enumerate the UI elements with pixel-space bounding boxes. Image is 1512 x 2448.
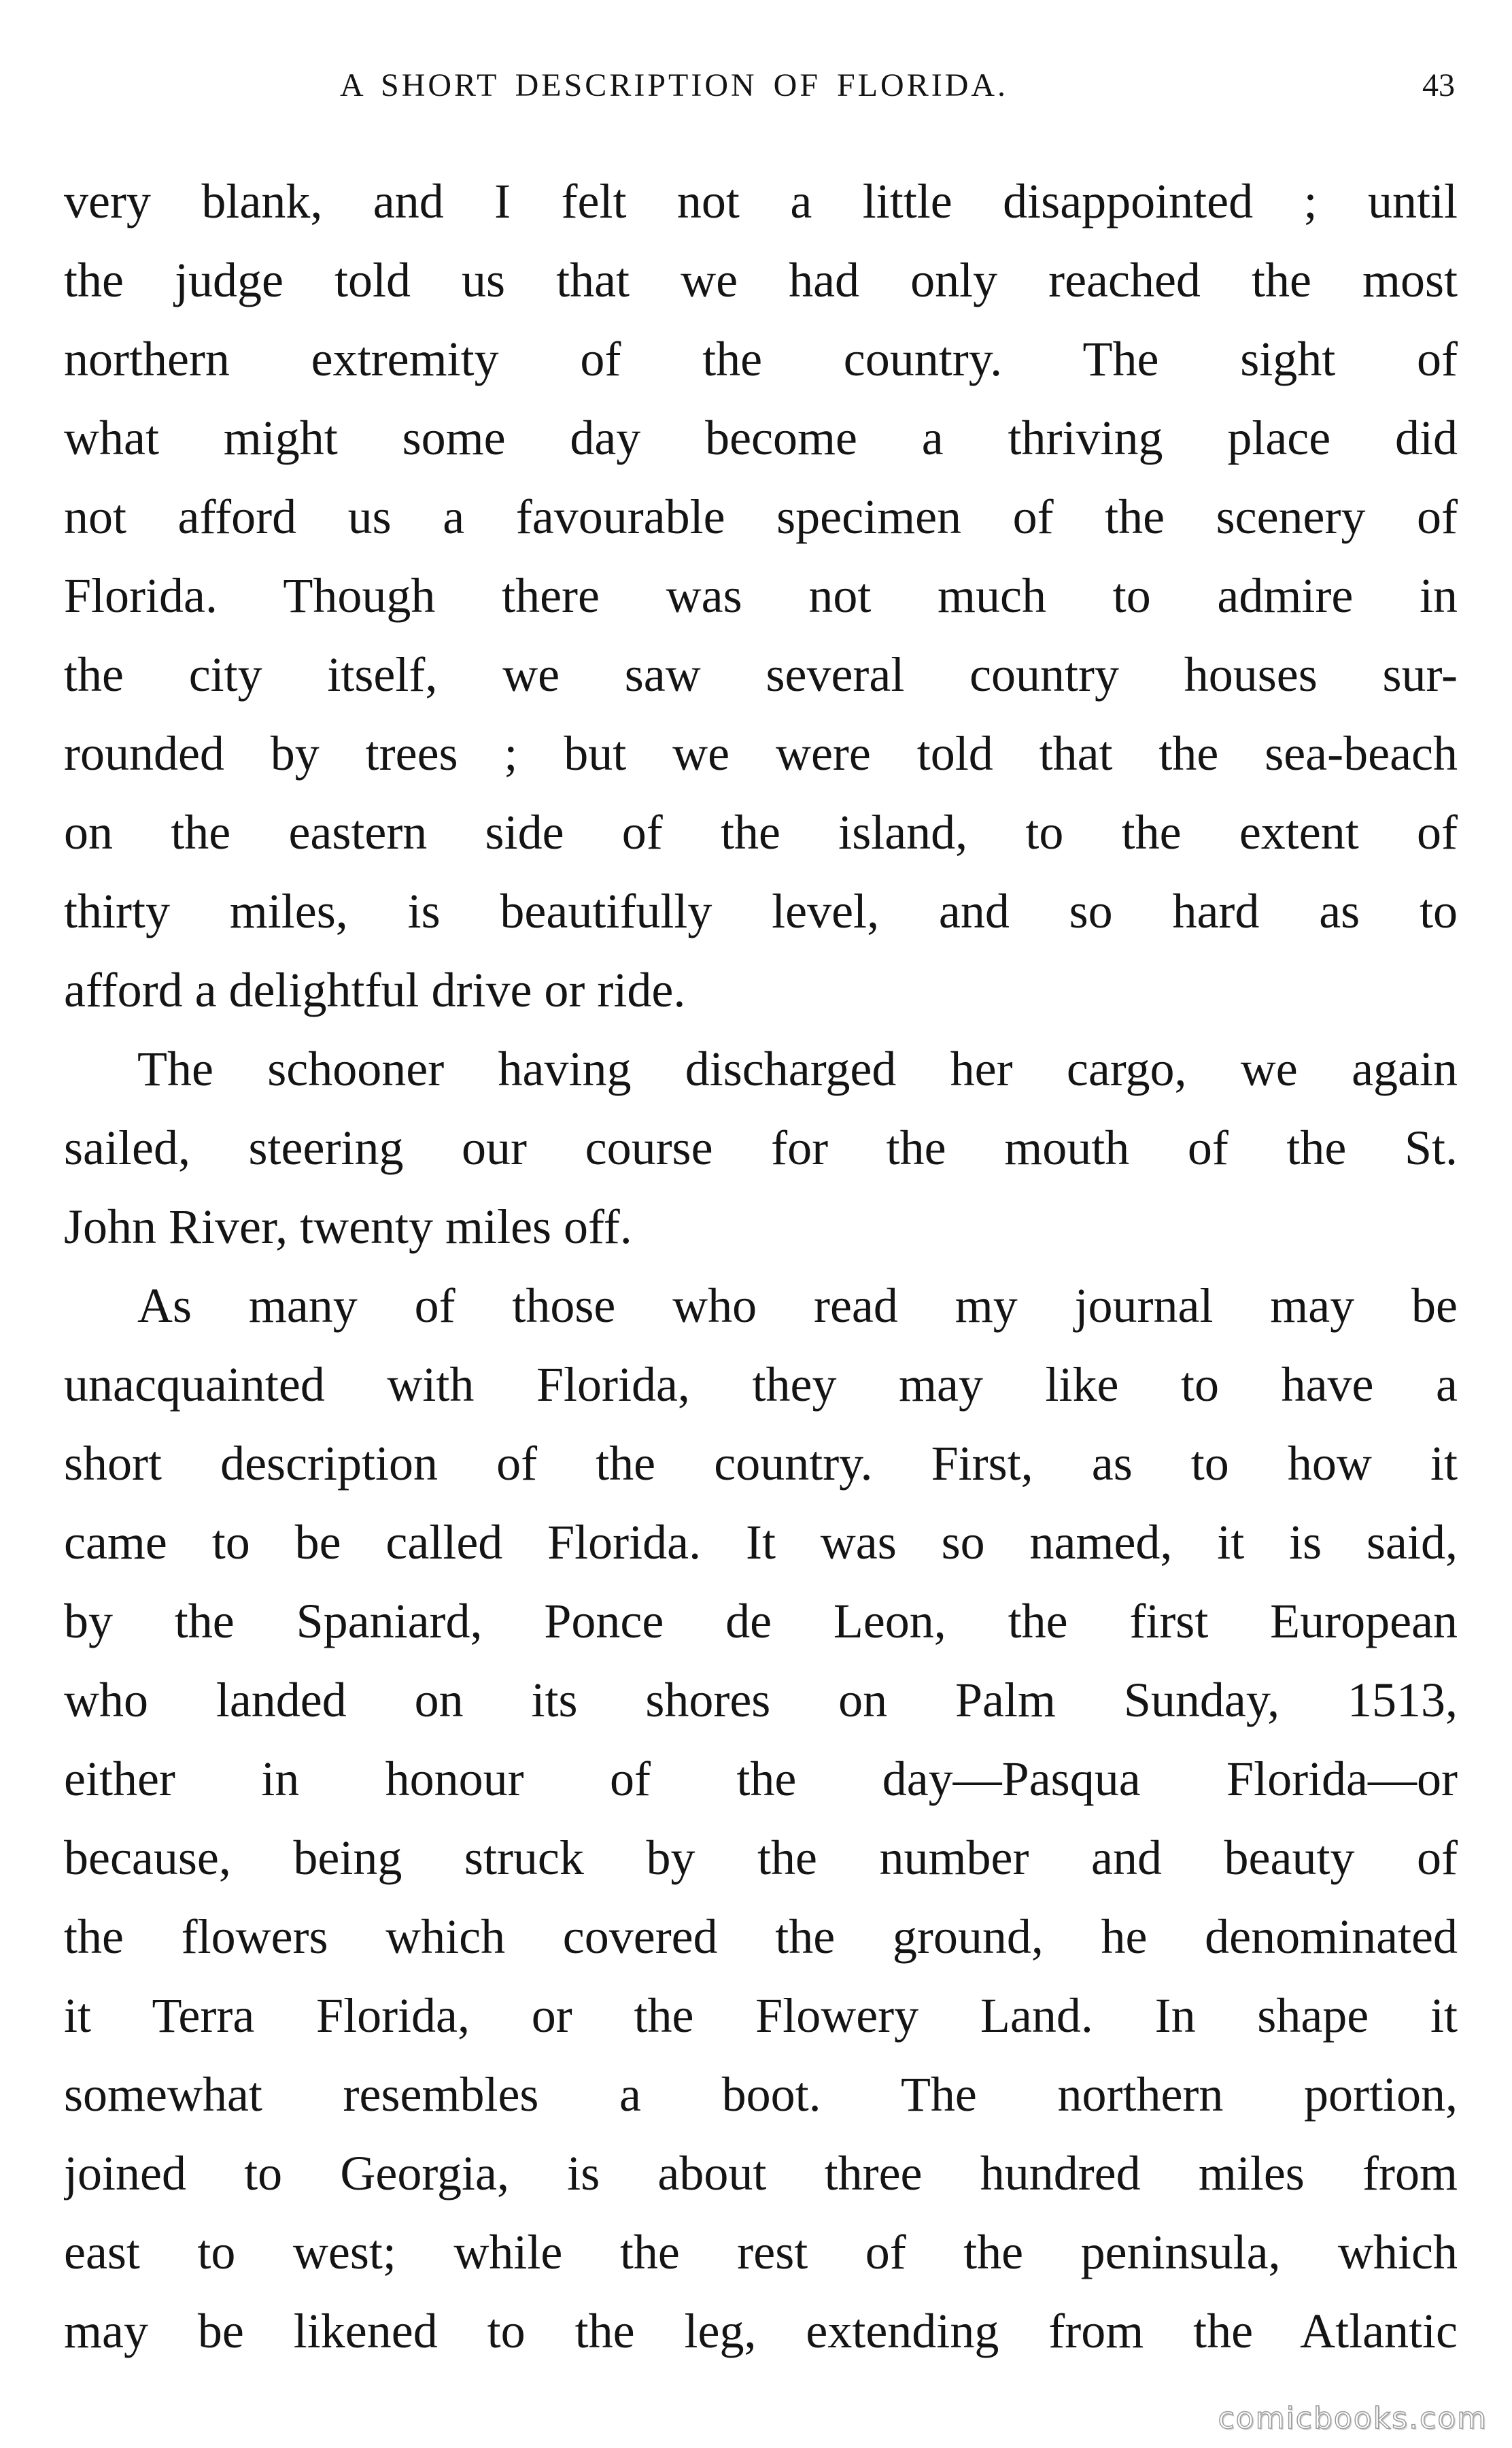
text-line: joined to Georgia, is about three hundred miles from bbox=[64, 2146, 1458, 2200]
body-text bbox=[64, 162, 1458, 2370]
text-line: not afford us a favourable specimen of the scenery of bbox=[64, 490, 1458, 544]
text-line: somewhat resembles a boot. The northern portion, bbox=[64, 2067, 1458, 2122]
text-line: because, being struck by the number and beauty of bbox=[64, 1831, 1458, 1885]
text-line: thirty miles, is beautifully level, and so hard as to bbox=[64, 884, 1458, 938]
text-line: unacquainted with Florida, they may like to have a bbox=[64, 1357, 1458, 1412]
paragraph-first-line: As many of those who read my journal may be bbox=[137, 1278, 1458, 1333]
text-line: who landed on its shores on Palm Sunday, 1513, bbox=[64, 1673, 1458, 1727]
text-line: short description of the country. First, as to how it bbox=[64, 1436, 1458, 1491]
watermark: comicbooks.com bbox=[1218, 2401, 1488, 2436]
text-line: came to be called Florida. It was so named, it is said, bbox=[64, 1515, 1458, 1569]
text-line: it Terra Florida, or the Flowery Land. In shape it bbox=[64, 1988, 1458, 2043]
page-number: 43 bbox=[1422, 67, 1455, 103]
text-line: on the eastern side of the island, to the extent of bbox=[64, 805, 1458, 860]
text-line: by the Spaniard, Ponce de Leon, the first European bbox=[64, 1594, 1458, 1648]
text-line: the judge told us that we had only reached the most bbox=[64, 253, 1458, 307]
text-line: sailed, steering our course for the mouth of the St. bbox=[64, 1121, 1458, 1175]
paragraph-first-line: The schooner having discharged her cargo, we again bbox=[137, 1042, 1458, 1096]
text-line: very blank, and I felt not a little disappointed ; until bbox=[64, 174, 1458, 228]
text-line: John River, twenty miles off. bbox=[64, 1200, 632, 1254]
text-line: the flowers which covered the ground, he denominated bbox=[64, 1909, 1458, 1964]
text-line: Florida. Though there was not much to admire in bbox=[64, 568, 1458, 623]
text-line: afford a delightful drive or ride. bbox=[64, 963, 686, 1017]
text-line: northern extremity of the country. The sight of bbox=[64, 332, 1458, 386]
text-line: either in honour of the day—Pasqua Florida—or bbox=[64, 1752, 1458, 1806]
running-head-title: A SHORT DESCRIPTION OF FLORIDA. bbox=[340, 67, 1009, 103]
text-line: what might some day become a thriving place did bbox=[64, 411, 1458, 465]
text-line: rounded by trees ; but we were told that the sea-beach bbox=[64, 726, 1458, 781]
text-line: the city itself, we saw several country houses sur- bbox=[64, 647, 1458, 702]
text-line: east to west; while the rest of the peninsula, which bbox=[64, 2225, 1458, 2279]
text-line: may be likened to the leg, extending from the Atlantic bbox=[64, 2304, 1458, 2358]
